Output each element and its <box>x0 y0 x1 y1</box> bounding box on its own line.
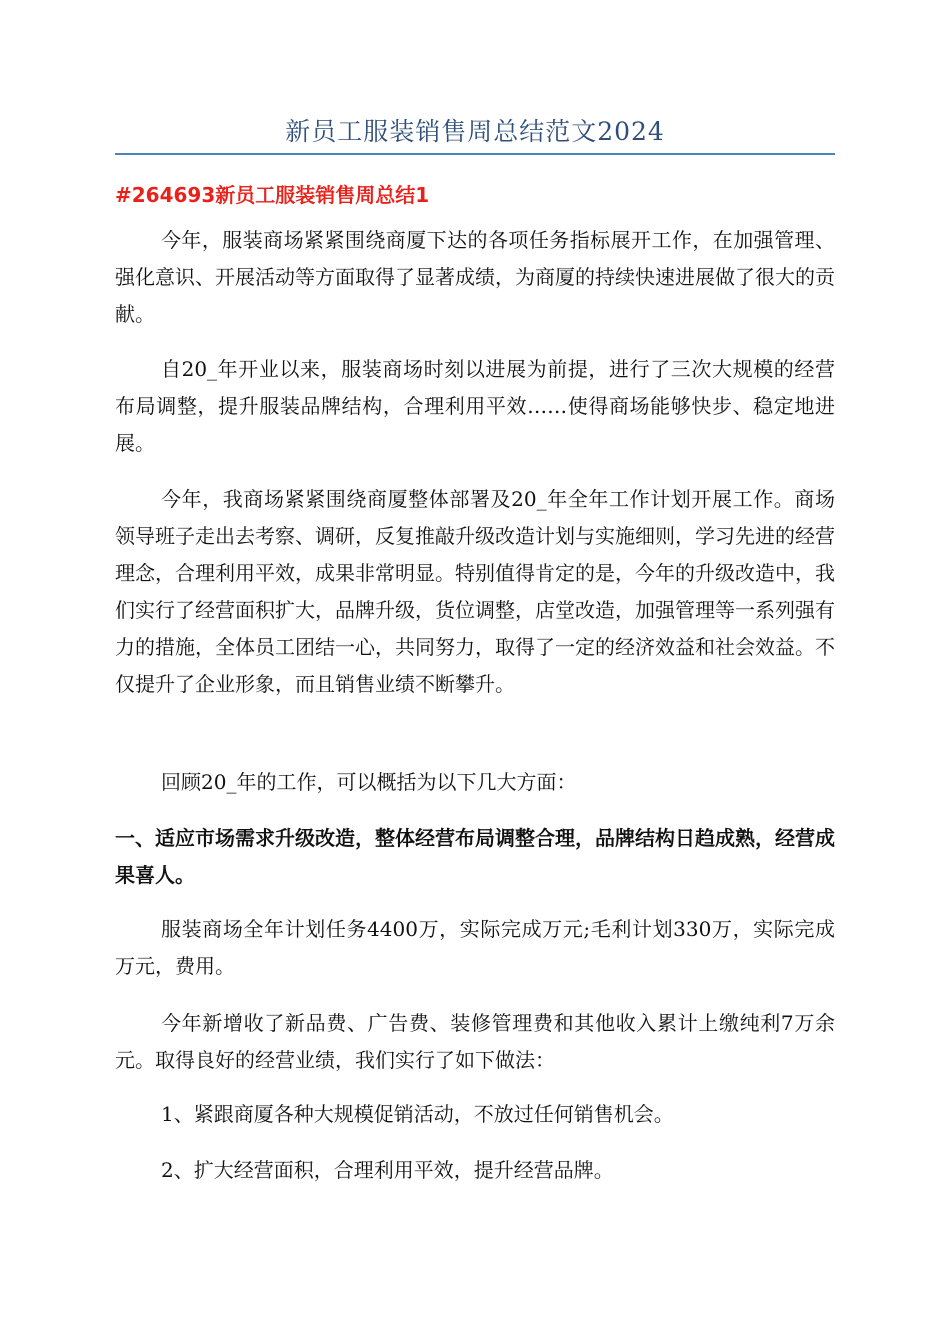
paragraph-plan: 今年，我商场紧紧围绕商厦整体部署及20_年全年工作计划开展工作。商场领导班子走出去考察、调研，反复推敲升级改造计划与实施细则，学习先进的经营理念，合理利用平效，成果非常明显。特别值得肯定的是，今年的升级改造中，我们实行了经营面积扩大，品牌升级，货位调整，店堂改造，加强管理等一系列强有力的措施，全体员工团结一心，共同努力，取得了一定的经济效益和社会效益。不仅提升了企业形象，而且销售业绩不断攀升。 <box>115 487 835 696</box>
paragraph-review: 回顾20_年的工作，可以概括为以下几大方面： <box>161 770 577 794</box>
paragraph-targets: 服装商场全年计划任务4400万，实际完成万元;毛利计划330万，实际完成万元，费用。 <box>115 917 835 978</box>
paragraph-history: 自20_年开业以来，服装商场时刻以进展为前提，进行了三次大规模的经营布局调整，提升服装品牌结构，合理利用平效……使得商场能够快步、稳定地进展。 <box>115 357 835 455</box>
list-item-2: 2、扩大经营面积，合理利用平效，提升经营品牌。 <box>161 1158 614 1182</box>
paragraph-income: 今年新增收了新品费、广告费、装修管理费和其他收入累计上缴纯利7万余元。取得良好的经营业绩，我们实行了如下做法： <box>115 1011 835 1072</box>
document-title: 新员工服装销售周总结范文2024 <box>285 117 665 146</box>
subheading-one: 一、适应市场需求升级改造，整体经营布局调整合理，品牌结构日趋成熟，经营成果喜人。 <box>115 826 835 887</box>
paragraph-intro: 今年，服装商场紧紧围绕商厦下达的各项任务指标展开工作，在加强管理、强化意识、开展活动等方面取得了显著成绩，为商厦的持续快速进展做了很大的贡献。 <box>115 228 835 326</box>
section-heading: #264693新员工服装销售周总结1 <box>115 183 430 207</box>
title-divider <box>115 153 835 155</box>
list-item-1: 1、紧跟商厦各种大规模促销活动，不放过任何销售机会。 <box>161 1102 674 1126</box>
